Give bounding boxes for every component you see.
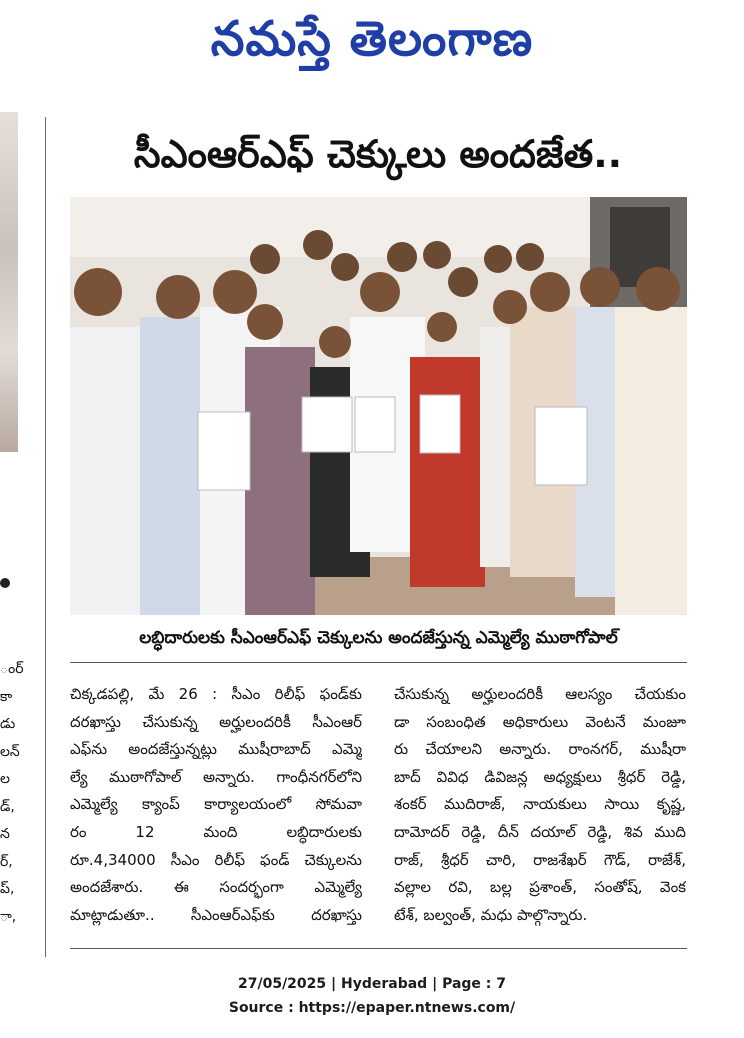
fragment-line: న xyxy=(0,826,10,842)
body-line: బాద్ వివిధ డివిజన్ల అధ్యక్షులు శ్రీధర్ రెడ్డి, xyxy=(394,767,686,786)
article-headline: సీఎంఆర్ఎఫ్ చెక్కులు అందజేత.. xyxy=(133,132,623,176)
footer-source[interactable]: Source : https://epaper.ntnews.com/ xyxy=(228,1000,516,1016)
caption-rule xyxy=(70,662,687,663)
body-line: చేసుకున్న అర్హులందరికీ ఆలస్యం చేయకుం xyxy=(394,685,686,703)
adjacent-column-fragments xyxy=(0,656,24,931)
body-line: డా సంబంధిత అధికారులు వెంటనే మంజూ xyxy=(394,712,686,731)
body-line: టేశ్, బల్వంత్, మధు పాల్గొన్నారు. xyxy=(394,905,588,924)
body-line: అందజేశారు. ఈ సందర్భంగా ఎమ్మెల్యే xyxy=(70,878,362,897)
body-line: చిక్కడపల్లి, మే 26 : సీఎం రిలీఫ్ ఫండ్‌కు xyxy=(70,685,362,703)
body-line: రు చేయాలని అన్నారు. రాంనగర్, ముషీరా xyxy=(394,740,686,759)
fragment-line: ా, xyxy=(0,908,17,925)
body-line: ఎఫ్‌ను అందజేస్తున్నట్లు ముషీరాబాద్ ఎమ్మె xyxy=(70,740,362,759)
article-body-column-left xyxy=(70,681,362,929)
fragment-line: ల xyxy=(0,771,10,787)
column-divider xyxy=(45,117,46,957)
fragment-line: డ్, xyxy=(0,798,15,815)
group-photo-illustration xyxy=(70,197,687,615)
body-line: రూ.4,34000 సీఎం రిలీఫ్ ఫండ్ చెక్కులను xyxy=(70,850,362,869)
body-line: వల్లాల రవి, బల్ల ప్రశాంత్, సంతోష్, వెంక xyxy=(394,878,686,897)
article-photo xyxy=(70,197,687,615)
adjacent-photo-strip xyxy=(0,112,18,452)
body-line: దరఖాస్తు చేసుకున్న అర్హులందరికీ సీఎంఆర్ xyxy=(70,712,362,731)
body-line: రాజ్, శ్రీధర్ చారి, రాజశేఖర్ గౌడ్, రాజేశ్, xyxy=(394,850,686,869)
body-line: ఎమ్మెల్యే క్యాంప్ కార్యాలయంలో సోమవా xyxy=(70,795,362,814)
fragment-line: ప్, xyxy=(0,881,15,897)
footer-dateline: 27/05/2025 | Hyderabad | Page : 7 xyxy=(237,976,507,992)
fragment-line: ంర్ xyxy=(0,661,24,677)
body-line: రం 12 మంది లబ్ధిదారులకు xyxy=(70,822,362,841)
article-end-rule xyxy=(70,948,687,949)
fragment-line: కా xyxy=(0,688,13,705)
masthead-title: నమస్తే తెలంగాణ xyxy=(210,11,534,67)
fragment-line: లన్ xyxy=(0,743,20,760)
fragment-line: డు xyxy=(0,716,16,732)
article-body-column-right xyxy=(394,681,686,929)
body-line: శంకర్ ముదిరాజ్, నాయకులు సాయి కృష్ణ, xyxy=(394,795,686,814)
body-line: మాట్లాడుతూ.. సీఎంఆర్ఎఫ్‌కు దరఖాస్తు xyxy=(70,905,362,924)
adjacent-bullet xyxy=(0,578,10,588)
masthead xyxy=(0,0,744,78)
fragment-line: ర్, xyxy=(0,853,13,870)
body-line: ల్యే ముఠాగోపాల్ అన్నారు. గాంధీనగర్‌లోని xyxy=(70,767,362,786)
photo-caption: లబ్ధిదారులకు సీఎంఆర్ఎఫ్ చెక్కులను అందజేస్తున్న ఎమ్మెల్యే ముఠాగోపాల్ xyxy=(139,628,618,648)
body-line: దామోదర్ రెడ్డి, దీన్ దయాల్ రెడ్డి, శివ ముది xyxy=(394,822,686,841)
